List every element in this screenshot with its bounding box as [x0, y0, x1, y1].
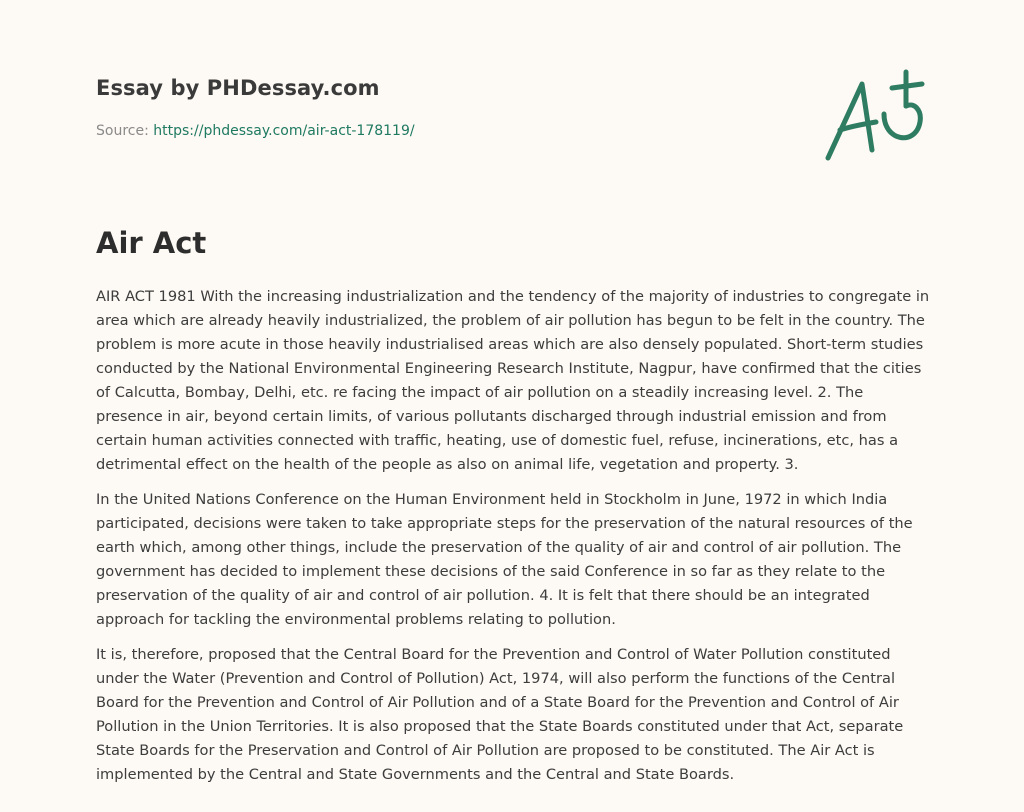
paragraph: It is, therefore, proposed that the Central Board for the Prevention and Control of Water Pollution constituted under the Water (Prevention and Control of Pollution) Act, 1974, will also perform the functions of the Central Board for the Prevention and Control of Air Pollution and of a State Board for the Prevention and Control of Air Pollution in the Union Territories. It is also proposed that the State Boards constituted under that Act, separate State Boards for the Preservation and Control of Air Pollution are proposed to be constituted. The Air Act is implemented by the Central and State Governments and the Central and State Boards. — [96, 646, 904, 783]
source-line — [96, 123, 415, 139]
brand-title: Essay by PHDessay.com — [96, 76, 380, 100]
paragraph: In the United Nations Conference on the Human Environment held in Stockholm in June, 1972 in which India participated, decisions were taken to take appropriate steps for the preservation of the natural resources of the earth which, among other things, include the preservation of the quality of air and control of air pollution. The government has decided to implement these decisions of the said Conference in so far as they relate to the preservation of the quality of air and control of air pollution. 4. It is felt that there should be an integrated approach for tackling the environmental problems relating to pollution. — [96, 491, 913, 628]
source-label: Source: — [96, 123, 149, 139]
document-header — [96, 76, 415, 139]
article-title: Air Act — [96, 226, 207, 260]
a-plus-grade-icon — [822, 66, 932, 166]
paragraph: AIR ACT 1981 With the increasing industrialization and the tendency of the majority of industries to congregate in area which are already heavily industrialized, the problem of air pollution has begun to be felt in the country. The problem is more acute in those heavily industrialised areas which are also densely populated. Short-term studies conducted by the National Environmental Engineering Research Institute, Nagpur, have confirmed that the cities of Calcutta, Bombay, Delhi, etc. re facing the impact of air pollution on a steadily increasing level. 2. The presence in air, beyond certain limits, of various pollutants discharged through industrial emission and from certain human activities connected with traffic, heating, use of domestic fuel, refuse, incinerations, etc, has a detrimental effect on the health of the people as also on animal life, vegetation and property. 3. — [96, 288, 930, 473]
article-body — [96, 285, 932, 798]
source-link[interactable]: https://phdessay.com/air-act-178119/ — [153, 123, 415, 139]
